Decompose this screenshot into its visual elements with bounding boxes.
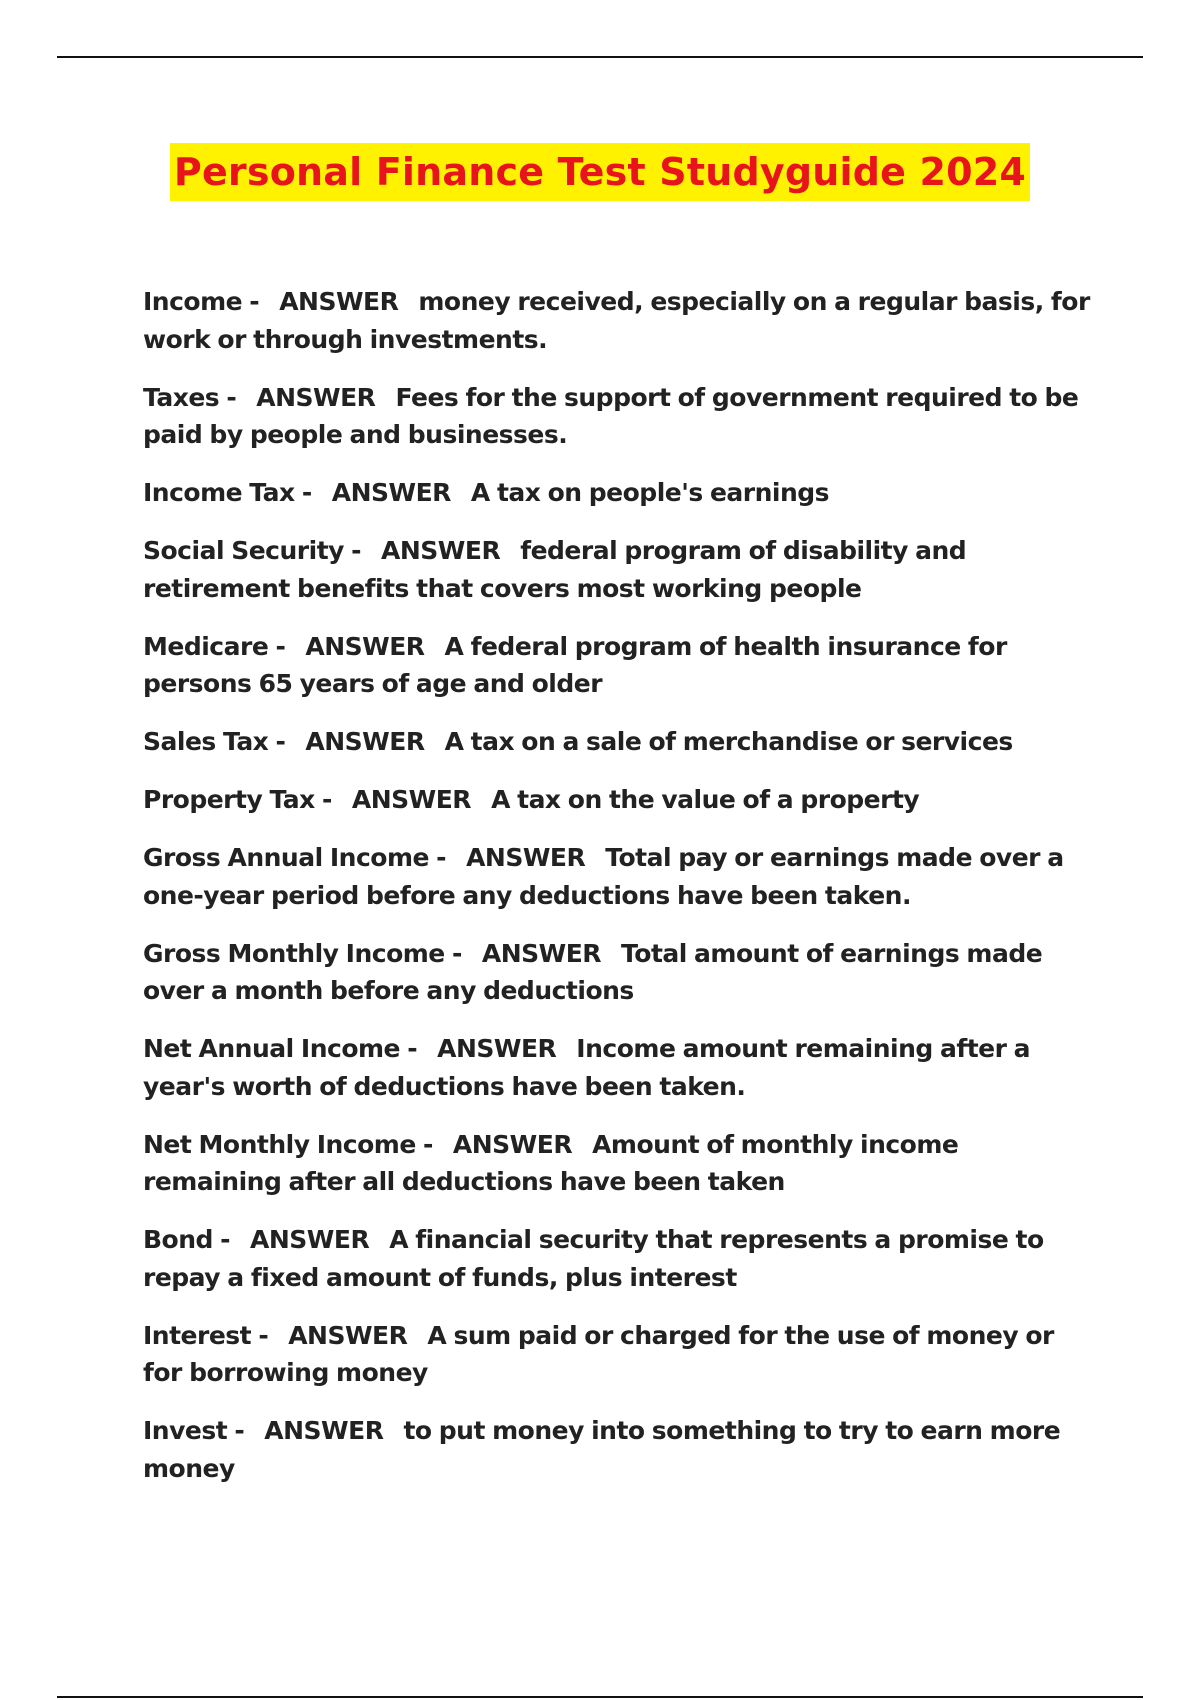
entry-definition: Amount of monthly income remaining after all deductions have been taken (143, 1129, 959, 1196)
entry-definition: A financial security that represents a promise to repay a fixed amount of funds, plus interest (143, 1225, 1044, 1292)
entry-answer-label: ANSWER (264, 1416, 384, 1445)
flashcard-entry (143, 781, 1093, 819)
entry-definition: Fees for the support of government required to be paid by people and businesses. (143, 382, 1079, 449)
entry-term: Social Security - (143, 536, 362, 565)
entry-term: Property Tax - (143, 785, 332, 814)
entry-term: Sales Tax - (143, 727, 286, 756)
entry-definition: Total pay or earnings made over a one-year period before any deductions have been taken. (143, 843, 1064, 910)
flashcard-entry (143, 1221, 1093, 1296)
entry-answer-label: ANSWER (481, 938, 602, 968)
entry-term: Net Monthly Income - (143, 1129, 433, 1159)
entry-definition: federal program of disability and retirement benefits that covers most working people (143, 536, 967, 603)
entry-answer-label: ANSWER (250, 1225, 370, 1254)
entry-definition: Total amount of earnings made over a month before any deductions (143, 938, 1043, 1005)
entry-term: Income Tax - (143, 478, 312, 507)
entry-definition: to put money into something to try to earn more money (143, 1416, 1061, 1483)
entry-answer-label: ANSWER (305, 727, 425, 756)
entry-answer-label: ANSWER (437, 1034, 557, 1063)
entry-term: Interest - (143, 1320, 269, 1350)
entry-answer-label: ANSWER (331, 478, 451, 507)
entry-answer-label: ANSWER (452, 1129, 573, 1159)
flashcard-entry (143, 474, 1093, 512)
entry-answer-label: ANSWER (288, 1320, 408, 1350)
entry-term: Income - (143, 287, 260, 316)
flashcard-entry (143, 379, 1093, 454)
entry-definition: Income amount remaining after a year's worth of deductions have been taken. (143, 1034, 1031, 1101)
header-rule (57, 56, 1143, 58)
flashcard-entry (143, 1412, 1093, 1487)
entry-term: Gross Annual Income - (143, 843, 447, 872)
flashcard-entry (143, 935, 1093, 1010)
footer-rule (57, 1696, 1143, 1698)
flashcard-entry (143, 532, 1093, 607)
entry-term: Bond - (143, 1225, 231, 1254)
entry-answer-label: ANSWER (256, 382, 376, 412)
entry-term: Taxes - (143, 382, 237, 412)
title-block (0, 143, 1200, 201)
page-title: Personal Finance Test Studyguide 2024 (170, 143, 1030, 201)
entry-answer-label: ANSWER (466, 843, 586, 872)
entry-definition: A tax on a sale of merchandise or services (444, 727, 1013, 756)
entry-term: Medicare - (143, 631, 286, 661)
flashcard-entry (143, 1317, 1093, 1392)
entry-answer-label: ANSWER (381, 536, 501, 565)
entry-term: Net Annual Income - (143, 1034, 418, 1063)
entry-definition: A sum paid or charged for the use of money or for borrowing money (143, 1320, 1054, 1387)
entry-answer-label: ANSWER (351, 785, 472, 814)
flashcard-entry (143, 283, 1093, 358)
entry-definition: money received, especially on a regular basis, for work or through investments. (143, 287, 1090, 354)
flashcard-list (143, 283, 1093, 1508)
entry-answer-label: ANSWER (279, 287, 399, 316)
flashcard-entry (143, 1126, 1093, 1201)
flashcard-entry (143, 628, 1093, 703)
flashcard-entry (143, 839, 1093, 914)
entry-term: Gross Monthly Income - (143, 938, 462, 968)
entry-definition: A federal program of health insurance for persons 65 years of age and older (143, 631, 1007, 698)
flashcard-entry (143, 1030, 1093, 1105)
entry-answer-label: ANSWER (305, 631, 425, 661)
entry-term: Invest - (143, 1416, 245, 1445)
entry-definition: A tax on people's earnings (470, 478, 830, 507)
entry-definition: A tax on the value of a property (491, 785, 920, 814)
flashcard-entry (143, 723, 1093, 761)
